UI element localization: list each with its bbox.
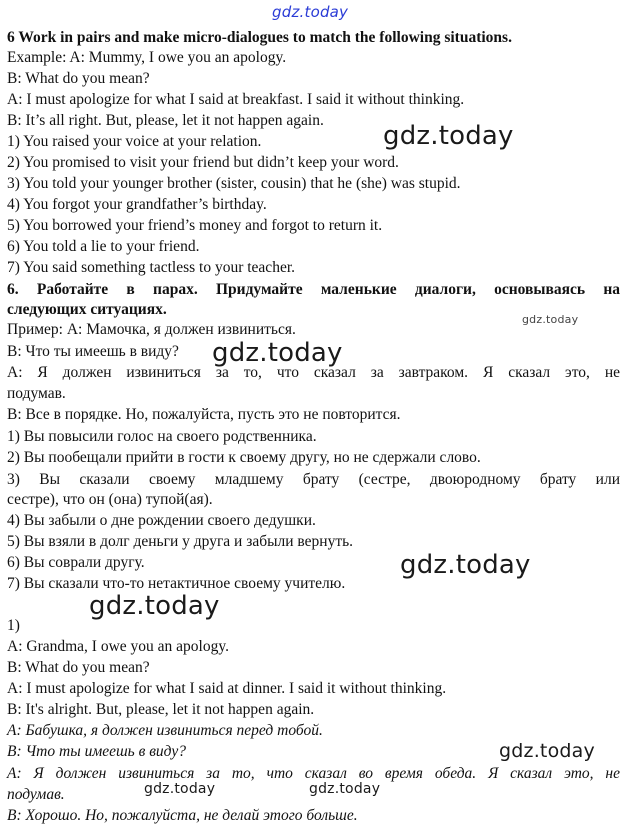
situation-item: 1) You raised your voice at your relation. [7,133,262,150]
watermark: gdz.today [400,550,531,580]
example-line-ru: Пример: А: Мамочка, я должен извиниться. [7,321,296,338]
answer-number: 1) [7,617,20,634]
watermark: gdz.today [522,313,579,326]
watermark: gdz.today [89,591,220,621]
answer-line-ru: подумав. [7,786,65,803]
watermark: gdz.today [144,781,216,797]
example-line: A: I must apologize for what I said at breakfast. I said it without thinking. [7,91,465,108]
situation-item-ru: 4) Вы забыли о дне рождении своего дедушки. [7,512,316,529]
example-line: Example: A: Mummy, I owe you an apology. [7,49,287,66]
situation-item-ru: 5) Вы взяли в долг деньги у друга и забыли вернуть. [7,533,354,550]
situation-item: 6) You told a lie to your friend. [7,238,200,255]
answer-line: A: I must apologize for what I said at dinner. I said it without thinking. [7,680,447,697]
task-heading-russian-cont: следующих ситуациях. [7,301,167,318]
answer-line: B: What do you mean? [7,659,150,676]
answer-line-ru: А: Я должен извиниться за то, что сказал во время обеда. Я сказал это, не [7,765,620,782]
situation-item-ru: 1) Вы повысили голос на своего родственника. [7,428,317,445]
answer-line: A: Grandma, I owe you an apology. [7,638,229,655]
situation-item: 4) You forgot your grandfather’s birthday. [7,196,267,213]
example-line: B: What do you mean? [7,70,150,87]
situation-item-ru: 3) Вы сказали своему младшему брату (сестре, двоюродному брату или [7,471,620,488]
watermark: gdz.today [212,338,343,368]
situation-item: 5) You borrowed your friend’s money and forgot to return it. [7,217,383,234]
situation-item-ru: 6) Вы соврали другу. [7,554,145,571]
answer-line-ru: В: Что ты имеешь в виду? [7,743,186,760]
watermark: gdz.today [383,121,514,151]
situation-item: 3) You told your younger brother (sister, cousin) that he (she) was stupid. [7,175,461,192]
task-heading-english: 6 Work in pairs and make micro-dialogues to match the following situations. [7,29,512,46]
answer-line: B: It's alright. But, please, let it not happen again. [7,701,315,718]
situation-item-ru: 2) Вы пообещали прийти в гости к своему другу, но не сдержали слово. [7,449,481,466]
situation-item-ru: 7) Вы сказали что-то нетактичное своему учителю. [7,575,346,592]
situation-item: 7) You said something tactless to your teacher. [7,259,295,276]
task-heading-russian: 6. Работайте в парах. Придумайте маленькие диалоги, основываясь на [7,281,620,298]
situation-item-ru: сестре), что он (она) тупой(ая). [7,491,213,508]
example-line-ru: А: Я должен извиниться за то, что сказал за завтраком. Я сказал это, не [7,364,620,381]
watermark: gdz.today [309,781,381,797]
answer-line-ru: В: Хорошо. Но, пожалуйста, не делай этого больше. [7,807,358,824]
example-line: B: It’s all right. But, please, let it not happen again. [7,112,324,129]
watermark: gdz.today [272,3,349,21]
example-line-ru: В: Что ты имеешь в виду? [7,343,179,360]
example-line-ru: В: Все в порядке. Но, пожалуйста, пусть это не повторится. [7,406,401,423]
answer-line-ru: А: Бабушка, я должен извиниться перед тобой. [7,722,323,739]
example-line-ru: подумав. [7,385,66,402]
watermark: gdz.today [499,740,595,762]
situation-item: 2) You promised to visit your friend but didn’t keep your word. [7,154,399,171]
